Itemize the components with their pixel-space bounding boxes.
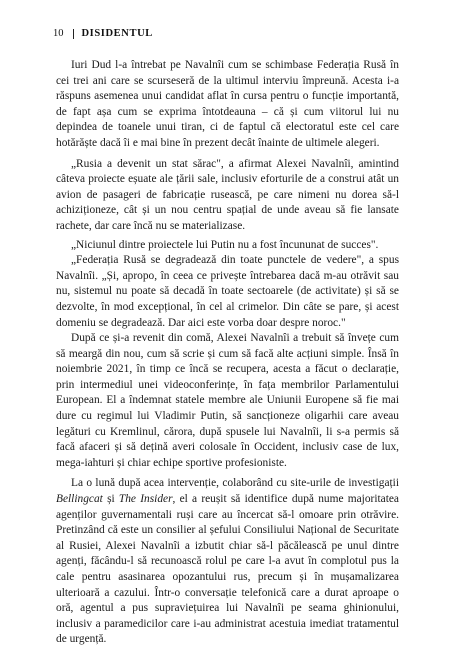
paragraph-text: , el a reușit să identifice după nume majoritatea agenților guvernamentali ruși care au încercat să-l omoare prin otrăvire. Pretinzând că este un consilier al șefului Consiliului Național de Securitate al Rusiei, Alexei Navalnîi a izbutit chiar să-l păcălească pe unul dintre agenți, făcându-l să recunoască rolul pe care l-a avut în complotul pus la cale pentru asasinarea opozantului rus, precum și în mușamalizarea ulterioară a cazului. Într-o conversație telefonică care a durat aproape o oră, agentul a pus supraviețuirea lui Navalnîi pe seama ghinionului, inclusiv a paramedicilor care i-au administrat acestuia imediat tratamentul de urgență.: [56, 493, 399, 646]
paragraph: „Rusia a devenit un stat sărac", a afirmat Alexei Navalnîi, amintind câteva proiecte eșuate ale țării sale, inclusiv eforturile de a construi atât un avion de pasageri de fabricație rusească, pe care nimeni nu dorea să-l achiziționeze, cât și un nou centru spațial de unde aveau să fie lansate rachete, dar care încă nu se materializase.: [56, 157, 399, 232]
paragraph: „Niciunul dintre proiectele lui Putin nu a fost încununat de succes".: [71, 238, 379, 251]
paragraph: După ce și-a revenit din comă, Alexei Navalnîi a trebuit să învețe cum să meargă din nou, cum să scrie și cum să facă alte acțiuni simple. Însă în noiembrie 2021, în timp ce încă se recupera, acesta a făcut o declarație, prin intermediul unei videoconferințe, în fața membrilor Parlamentului European. El a îndemnat statele membre ale Uniunii Europene să fie mai dure cu regimul lui Vladimir Putin, să sancționeze oligarhii care aveau legături cu Kremlinul, cărora, după spusele lui Navalnîi, li s-a permis să facă afaceri și să dețină averi colosale în Occident, inclusiv case de lux, mega-iahturi și chiar echipe sportive profesioniste.: [56, 332, 399, 469]
site-name: Bellingcat: [56, 493, 103, 506]
paragraph: [56, 476, 399, 648]
header-divider: [73, 29, 74, 39]
paragraph: „Federația Rusă se degradează din toate punctele de vedere", a spus Navalnîi. „Și, apropo, în ceea ce privește întrebarea dacă m-au otrăvit sau nu, sistemul nu poate să decadă în toate sectoarele (de activitate) și să se dezvolte, în mod excepțional, în cel al crimelor. Din câte se pare, și acest domeniu se degradează. Dar aici este vorba doar despre noroc.": [56, 254, 399, 329]
paragraph: Iuri Dud l-a întrebat pe Navalnîi cum se schimbase Federația Rusă în cei trei ani care se scurseseră de la ultimul interviu împreună. Acesta i-a răspuns asemenea unui candidat aflat în cursa pentru o funcție importantă, de fapt așa cum se exprima întotdeauna – că și cum viitorul lui nu depindea de toanele unui tiran, ci de faptul că electoratul este cel care hotărăște dacă îi e mai bine în prezent decât înainte de ultimele alegeri.: [56, 59, 399, 149]
running-header: [53, 28, 153, 40]
site-name: The Insider: [118, 493, 173, 506]
paragraph-text: și: [102, 493, 119, 506]
book-title: DISIDENTUL: [81, 28, 153, 39]
body-text: [56, 58, 399, 648]
page-number: 10: [53, 28, 64, 39]
paragraph-text: La o lună după acea intervenție, colaborând cu site-urile de investigații: [71, 477, 399, 490]
